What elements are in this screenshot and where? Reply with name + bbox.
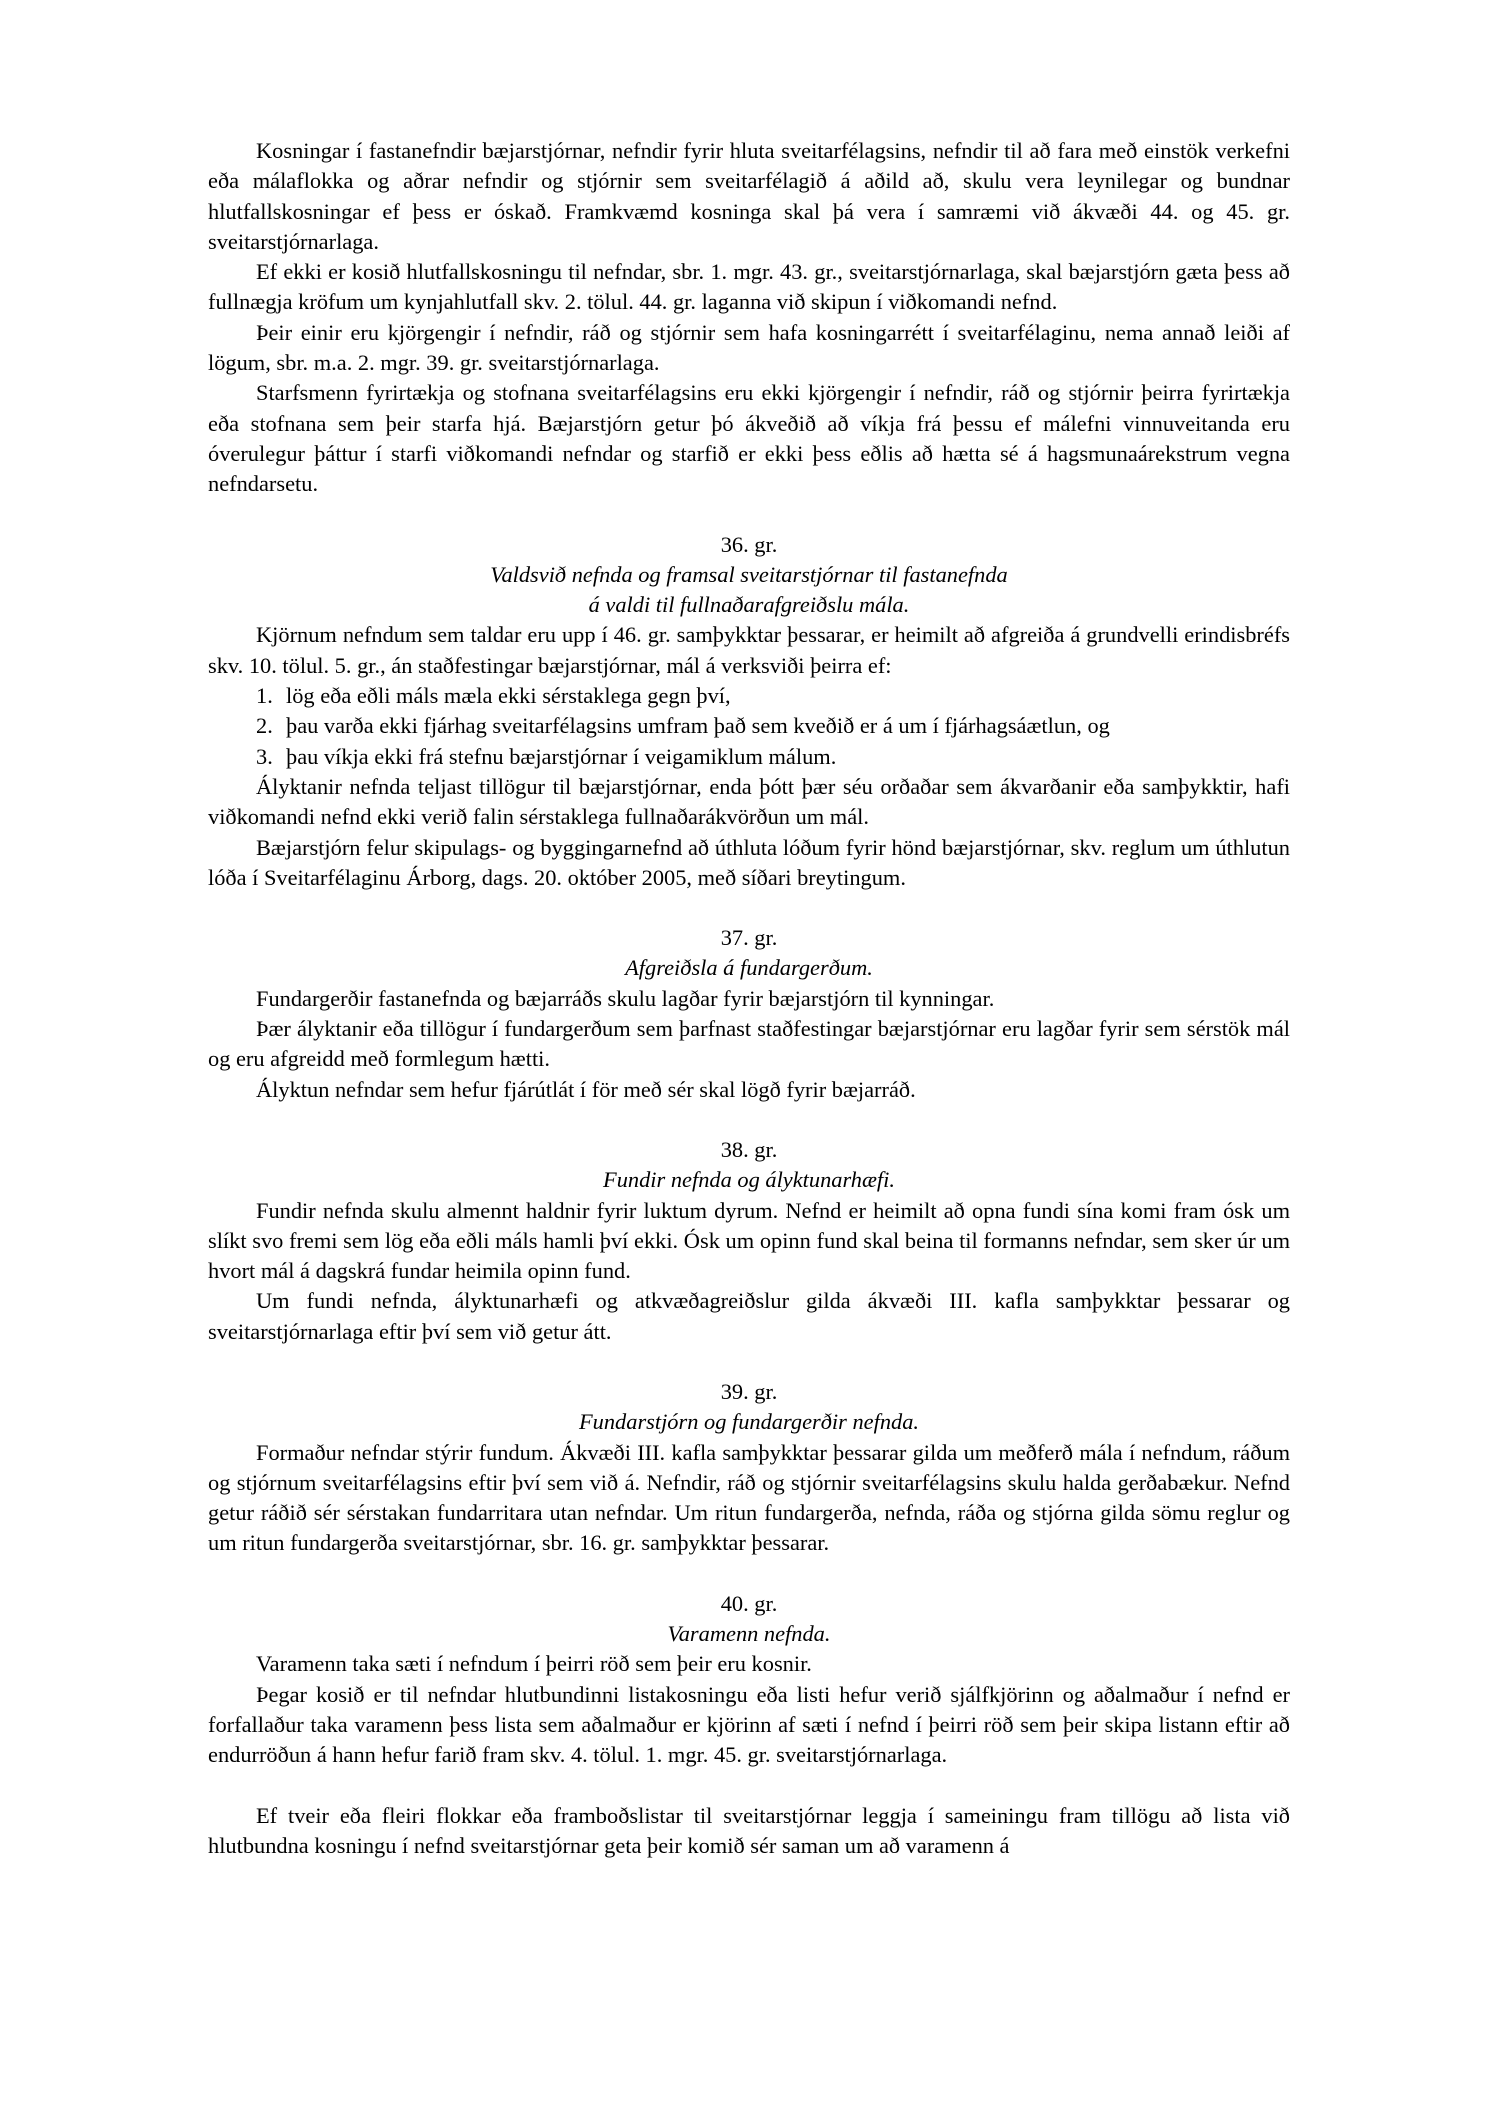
list-item-text: þau víkja ekki frá stefnu bæjarstjórnar í veigamiklum málum. [286,743,837,769]
article-36-paragraph-2: Ályktanir nefnda teljast tillögur til bæjarstjórnar, enda þótt þær séu orðaðar sem ákvarðanir eða samþykktir, hafi viðkomandi nefnd ekki verið falin sérstaklega fullnaðarákvörðun um mál. [208,773,1290,830]
article-39-number: 39. gr. [720,1378,778,1404]
article-37-paragraph-3: Ályktun nefndar sem hefur fjárútlát í för með sér skal lögð fyrir bæjarráð. [256,1076,916,1102]
section-gap [208,500,1290,530]
list-item [208,711,1290,741]
document-page [208,136,1290,1861]
article-38-title: Fundir nefnda og ályktunarhæfi. [603,1167,895,1193]
article-38-paragraph-1: Fundir nefnda skulu almennt haldnir fyrir luktum dyrum. Nefnd er heimilt að opna fundi sína komi fram ósk um slíkt svo fremi sem lög eða eðli máls hamli því ekki. Ósk um opinn fund skal beina til formanns nefndar, sem sker úr um hvort mál á dagskrá fundar heimila opinn fund. [208,1197,1290,1284]
article-40 [208,1589,1290,1861]
article-40-paragraph-2: Þegar kosið er til nefndar hlutbundinni listakosningu eða listi hefur verið sjálfkjörinn og aðalmaður í nefnd er forfallaður taka varamenn þess lista sem aðalmaður er kjörinn af sæti í nefnd í þeirri röð sem þeir skipa listann eftir að endurröðun á hann hefur farið fram skv. 4. tölul. 1. mgr. 45. gr. sveitarstjórnarlaga. [208,1681,1290,1768]
intro-paragraph-2: Ef ekki er kosið hlutfallskosningu til nefndar, sbr. 1. mgr. 43. gr., sveitarstjórnarlaga, skal bæjarstjórn gæta þess að fullnægja kröfum um kynjahlutfall skv. 2. tölul. 44. gr. laganna við skipun í viðkomandi nefnd. [208,259,1290,315]
intro-paragraph-4: Starfsmenn fyrirtækja og stofnana sveitarfélagsins eru ekki kjörgengir í nefndir, ráð og stjórnir þeirra fyrirtækja eða stofnana sem þeir starfa hjá. Bæjarstjórn getur þó ákveðið að víkja frá þessu ef málefni vinnuveitanda eru óverulegur þáttur í starfi viðkomandi nefndar og starfið er ekki þess eðlis að hætta sé á hagsmunaárekstrum vegna nefndarsetu. [208,380,1290,497]
list-item-text: þau varða ekki fjárhag sveitarfélagsins umfram það sem kveðið er á um í fjárhagsáætlun, og [286,713,1110,739]
article-36-paragraph-1: Kjörnum nefndum sem taldar eru upp í 46. gr. samþykktar þessarar, er heimilt að afgreiða á grundvelli erindisbréfs skv. 10. tölul. 5. gr., án staðfestingar bæjarstjórnar, mál á verksviði þeirra ef: [208,622,1290,678]
paragraph-gap [208,1771,1290,1801]
article-37-number: 37. gr. [720,925,778,951]
list-item-number: 1. [256,683,273,709]
article-40-number: 40. gr. [720,1590,778,1616]
article-38 [208,1135,1290,1347]
intro-paragraph-1: Kosningar í fastanefndir bæjarstjórnar, nefndir fyrir hluta sveitarfélagsins, nefndir til að fara með einstök verkefni eða málaflokka og aðrar nefndir og stjórnir sem sveitarfélagið á aðild að, skulu vera leynilegar og bundnar hlutfallskosningar ef þess er óskað. Framkvæmd kosninga skal þá vera í samræmi við ákvæði 44. og 45. gr. sveitarstjórnarlaga. [208,138,1290,254]
article-36-paragraph-3: Bæjarstjórn felur skipulags- og byggingarnefnd að úthluta lóðum fyrir hönd bæjarstjórnar, skv. reglum um úthlutun lóða í Sveitarfélaginu Árborg, dags. 20. október 2005, með síðari breytingum. [208,834,1290,890]
list-item-text: lög eða eðli máls mæla ekki sérstaklega gegn því, [286,683,731,709]
section-gap [208,1559,1290,1589]
article-36-number: 36. gr. [720,531,778,557]
article-36-title-line-2: á valdi til fullnaðarafgreiðslu mála. [588,592,910,618]
list-item [208,742,1290,772]
article-37 [208,923,1290,1105]
article-37-paragraph-1: Fundargerðir fastanefnda og bæjarráðs skulu lagðar fyrir bæjarstjórn til kynningar. [256,985,995,1011]
section-gap [208,893,1290,923]
article-36 [208,530,1290,894]
list-item-number: 2. [256,713,273,739]
article-40-paragraph-3: Ef tveir eða fleiri flokkar eða framboðslistar til sveitarstjórnar leggja í sameiningu fram tillögu að lista við hlutbundna kosningu í nefnd sveitarstjórnar geta þeir komið sér saman um að varamenn á [208,1802,1290,1858]
article-38-paragraph-2: Um fundi nefnda, ályktunarhæfi og atkvæðagreiðslur gilda ákvæði III. kafla samþykktar þessarar og sveitarstjórnarlaga eftir því sem við getur átt. [208,1288,1290,1344]
list-item [208,681,1290,711]
list-item-number: 3. [256,743,273,769]
article-39-paragraph-1: Formaður nefndar stýrir fundum. Ákvæði III. kafla samþykktar þessarar gilda um meðferð mála í nefndum, ráðum og stjórnum sveitarfélagsins eftir því sem við á. Nefndir, ráð og stjórnir sveitarfélagsins skulu halda gerðabækur. Nefnd getur ráðið sér sérstakan fundarritara utan nefndar. Um ritun fundargerða, nefnda, ráða og stjórna gilda sömu reglur og um ritun fundargerða sveitarstjórnar, sbr. 16. gr. samþykktar þessarar. [208,1439,1290,1556]
section-gap [208,1347,1290,1377]
article-39 [208,1377,1290,1559]
article-40-title: Varamenn nefnda. [667,1621,831,1647]
article-39-title: Fundarstjórn og fundargerðir nefnda. [578,1409,919,1435]
article-36-list [208,681,1290,772]
article-37-paragraph-2: Þær ályktanir eða tillögur í fundargerðum sem þarfnast staðfestingar bæjarstjórnar eru lagðar fyrir sem sérstök mál og eru afgreidd með formlegum hætti. [208,1016,1290,1072]
article-40-paragraph-1: Varamenn taka sæti í nefndum í þeirri röð sem þeir eru kosnir. [256,1651,812,1677]
section-gap [208,1105,1290,1135]
article-38-number: 38. gr. [720,1136,778,1162]
article-36-title-line-1: Valdsvið nefnda og framsal sveitarstjórnar til fastanefnda [490,561,1008,587]
intro-paragraph-3: Þeir einir eru kjörgengir í nefndir, ráð og stjórnir sem hafa kosningarrétt í sveitarfélaginu, nema annað leiði af lögum, sbr. m.a. 2. mgr. 39. gr. sveitarstjórnarlaga. [208,319,1290,376]
article-37-title: Afgreiðsla á fundargerðum. [625,955,873,981]
